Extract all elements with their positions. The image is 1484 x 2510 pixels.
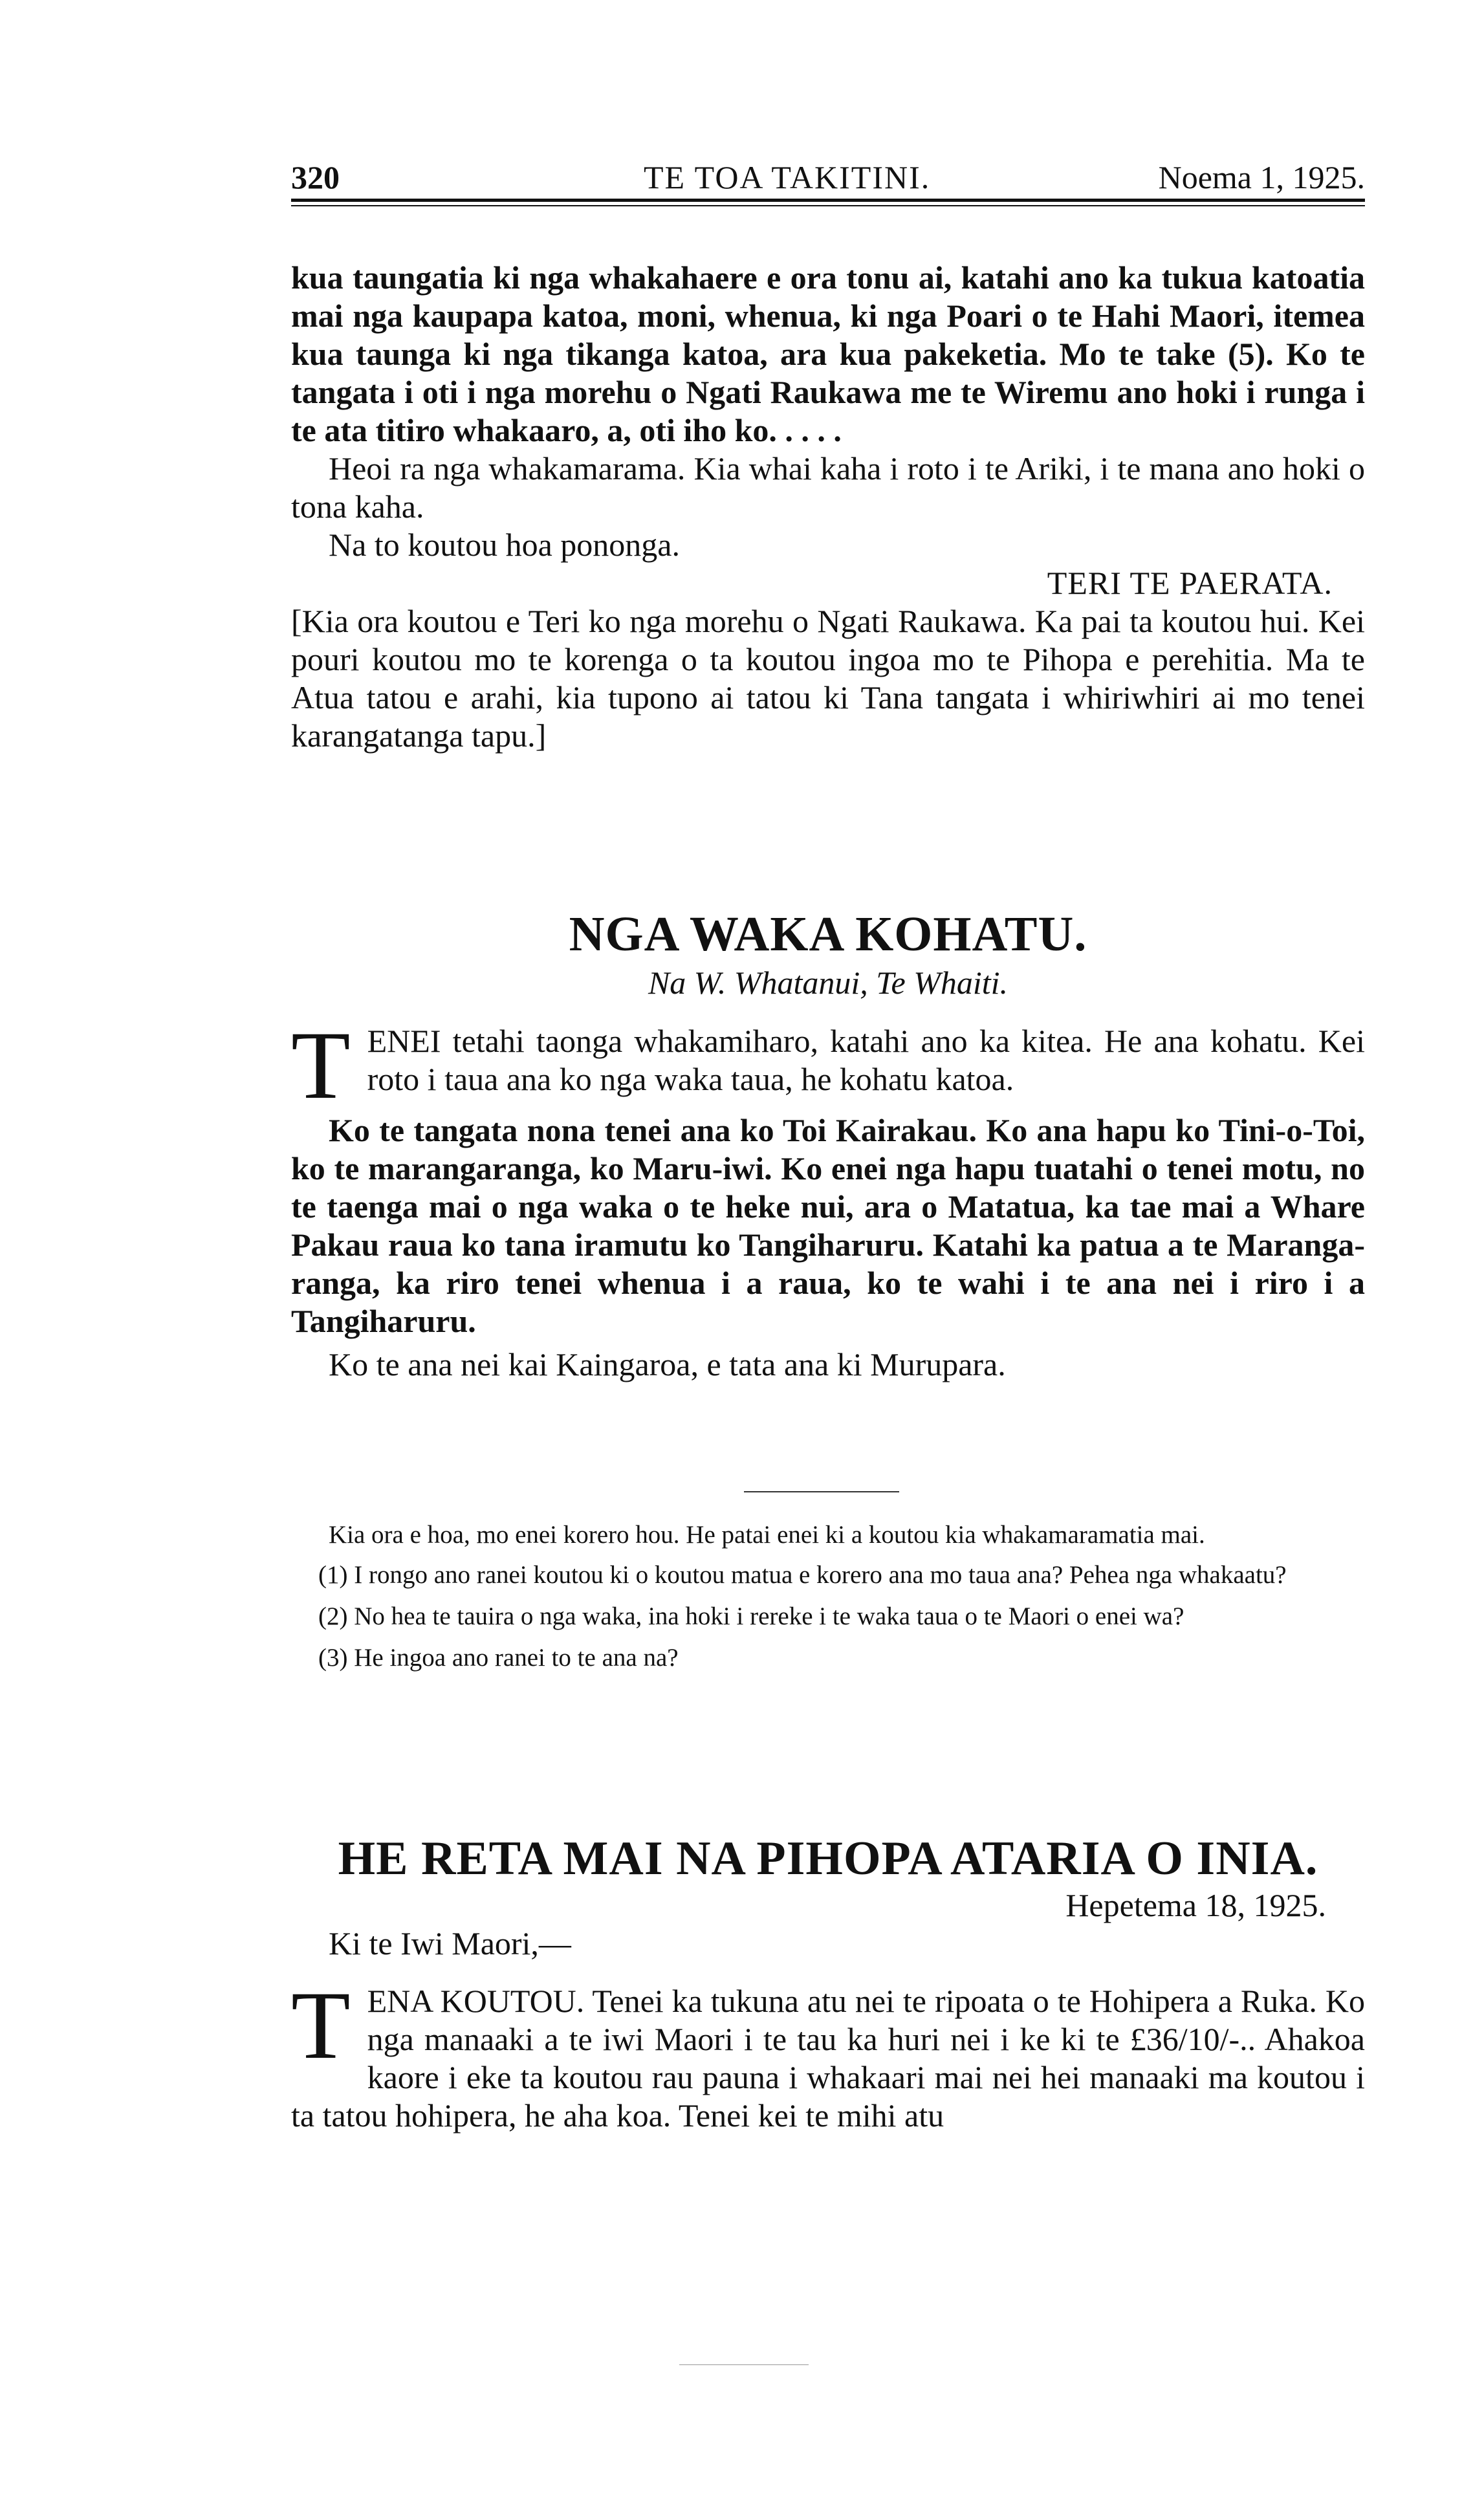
article-paragraph-1 <box>291 1012 1365 1119</box>
letter-paragraph-2: Heoi ra nga whakamarama. Kia whai kaha i roto i te Ariki, i te mana ano hoki o tona kaha. <box>291 450 1365 525</box>
letter-salutation: Ki te Iwi Maori,— <box>329 1925 571 1961</box>
letter-title: HE RETA MAI NA PIHOPA ATARIA O INIA. <box>338 1832 1318 1885</box>
header-rule-thin <box>291 205 1365 206</box>
question-2: (2) No hea te tauira o nga waka, ina hoki i rereke i te waka taua o te Maori o enei wa? <box>318 1602 1184 1630</box>
issue-date: Noema 1, 1925. <box>1158 159 1365 195</box>
article-byline: Na W. Whatanui, Te Whaiti. <box>648 965 1009 1001</box>
editor-note: [Kia ora koutou e Teri ko nga morehu o Ngati Raukawa. Ka pai ta koutou hui. Kei pouri koutou mo te korenga o ta koutou ingoa mo te Pihopa e perehitia. Ma te Atua tatou e arahi, kia tupono ai tatou ki Tana tangata i whiriwhiri ai mo tenei karangatanga tapu.] <box>291 603 1365 754</box>
page-number: 320 <box>291 159 340 195</box>
article-paragraph-2: Ko te tangata nona tenei ana ko Toi Kairakau. Ko ana hapu ko Tini-o-Toi, ko te marangaranga, ko Maru-iwi. Ko enei nga hapu tuatahi o tenei motu, no te taenga mai o nga waka o te heke nui, ara o Matatua, ka tae mai a Whare Pakau raua ko tana iramutu ko Tangiharuru. Katahi ka patua a te Maranga-ranga, ka riro tenei whenua i a raua, ko te wahi i te ana nei i riro i a Tangiharuru. <box>291 1112 1365 1339</box>
editor-intro: Kia ora e hoa, mo enei korero hou. He patai enei ki a koutou kia whakamaramatia mai. <box>329 1521 1205 1549</box>
question-1: (1) I rongo ano ranei koutou ki o koutou matua e korero ana mo taua ana? Pehea nga whakaatu? <box>318 1561 1287 1589</box>
drop-cap-2: T <box>291 1972 351 2079</box>
header-rule-thick <box>291 199 1365 202</box>
letter2-paragraph-1 <box>291 1972 1365 2135</box>
article-paragraph-3: Ko te ana nei kai Kaingaroa, e tata ana ki Murupara. <box>329 1346 1006 1382</box>
section-divider <box>744 1491 899 1492</box>
footer-mark <box>679 2364 809 2365</box>
article-reta <box>291 1831 1365 2135</box>
article-title: NGA WAKA KOHATU. <box>569 907 1087 961</box>
letter2-paragraph-1-text: ENA KOUTOU. Tenei ka tukuna atu nei te ripoata o te Hohipera a Ruka. Ko nga manaaki a te iwi Maori i te tau ka huri nei i ke ki te £36/10/-.. Ahakoa kaore i eke ta koutou rau pauna i whakaari mai nei hei manaaki ma koutou i ta tatou hohipera, he aha koa. Tenei kei te mihi atu <box>291 1983 1365 2134</box>
journal-title: TE TOA TAKITINI. <box>644 159 931 195</box>
letter-section <box>291 259 1365 755</box>
article-waka-kohatu <box>291 906 1365 1384</box>
letter-dateline: Hepetema 18, 1925. <box>1065 1887 1326 1923</box>
letter-paragraph-1: kua taungatia ki nga whakahaere e ora tonu ai, katahi ano ka tukua katoatia mai nga kaupapa katoa, moni, whenua, ki nga Poari o te Hahi Maori, itemea kua taunga ki nga tikanga katoa, ara kua pakeketia. Mo te take (5). Ko te tangata i oti i nga morehu o Ngati Raukawa me te Wiremu ano hoki i runga i te ata titiro whakaaro, a, oti iho ko. . . . . <box>291 259 1365 448</box>
running-header <box>291 158 1365 210</box>
letter-signature: TERI TE PAERATA. <box>1047 565 1333 601</box>
question-3: (3) He ingoa ano ranei to te ana na? <box>318 1644 679 1672</box>
editor-questions <box>291 1520 1365 1673</box>
letter-paragraph-3: Na to koutou hoa pononga. <box>329 527 680 563</box>
article-paragraph-1-text: ENEI tetahi taonga whakamiharo, katahi ano ka kitea. He ana kohatu. Kei roto i taua ana ko nga waka taua, he kohatu katoa. <box>367 1023 1365 1097</box>
drop-cap: T <box>291 1012 351 1119</box>
